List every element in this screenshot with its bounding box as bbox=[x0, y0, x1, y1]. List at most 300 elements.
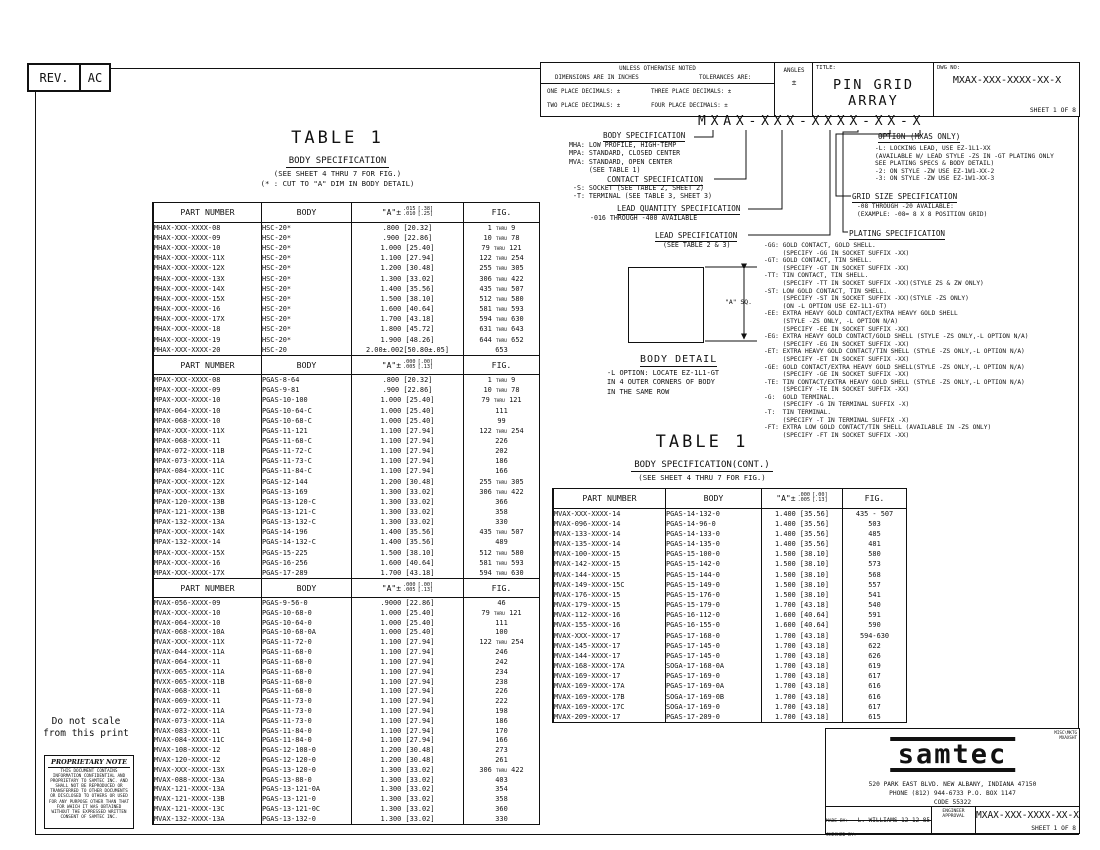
table-cell: 1.700 [43.18] bbox=[762, 641, 843, 651]
table-cell: 1.700 [43.18] bbox=[762, 712, 843, 722]
table-cell: MVAX-083-XXXX-11 bbox=[154, 726, 262, 736]
table-row bbox=[554, 519, 907, 529]
table-row bbox=[154, 568, 540, 578]
table-row bbox=[554, 620, 907, 630]
angles-cell bbox=[774, 63, 813, 116]
table-row bbox=[154, 677, 540, 687]
table-cell: 122 THRU 254 bbox=[464, 637, 540, 647]
col-part-number: PART NUMBER bbox=[154, 579, 262, 598]
table-cell: 255 THRU 305 bbox=[464, 263, 540, 273]
lead-spec-heading: LEAD SPECIFICATION bbox=[655, 231, 738, 240]
table-cell: 122 THRU 254 bbox=[464, 426, 540, 436]
table-cell: PGAS-17-168-0 bbox=[666, 631, 762, 641]
table-cell: 246 bbox=[464, 647, 540, 657]
text-line: MHA: LOW PROFILE, HIGH-TEMP bbox=[569, 141, 677, 149]
table-cell: MVAX-169-XXXX-17B bbox=[554, 691, 666, 701]
table-cell: PGAS-9-56-0 bbox=[262, 598, 352, 608]
table-cell: .900 [22.86] bbox=[352, 385, 464, 395]
table-cell: 1.700 [43.18] bbox=[352, 568, 464, 578]
table-cell: PGAS-11-68-0 bbox=[262, 647, 352, 657]
table-cell: PGAS-11-68-0 bbox=[262, 686, 352, 696]
table-cell: MVAX-132-XXXX-13A bbox=[154, 814, 262, 824]
table-cell: PGAS-11-84-0 bbox=[262, 726, 352, 736]
text-line: -S: SOCKET (SEE TABLE 2, SHEET 2) bbox=[573, 184, 705, 192]
table-cell: 1.700 [43.18] bbox=[352, 314, 464, 324]
table-cell: PGAS-12-120-0 bbox=[262, 755, 352, 765]
table-cell: 306 THRU 422 bbox=[464, 487, 540, 497]
table-cell: MVAX-068-XXXX-11 bbox=[154, 686, 262, 696]
table-cell: 2.00±.002[50.80±.05] bbox=[352, 345, 464, 355]
table-row bbox=[154, 497, 540, 507]
table-row bbox=[154, 466, 540, 476]
table-row bbox=[554, 590, 907, 600]
table-cell: MVAX-149-XXXX-15C bbox=[554, 580, 666, 590]
table-row bbox=[154, 628, 540, 638]
title-block bbox=[540, 62, 1080, 117]
file-reference-note: MISC\MKTG MXAXSHT bbox=[1054, 730, 1077, 740]
rev-label-box bbox=[27, 63, 81, 92]
text-line: (SPECIFY -ET IN SOCKET SUFFIX -XX) bbox=[764, 355, 910, 363]
table-cell: 626 bbox=[843, 651, 907, 661]
table-cell: PGAS-13-132-0 bbox=[262, 814, 352, 824]
table-cell: PGAS-17-289 bbox=[262, 568, 352, 578]
table-cell: MVAX-169-XXXX-17 bbox=[554, 671, 666, 681]
table-cell: PGAS-17-145-0 bbox=[666, 641, 762, 651]
table-cell: 435 THRU 507 bbox=[464, 527, 540, 537]
table-cell: HSC-20* bbox=[262, 324, 352, 334]
table-cell: MVAX-179-XXXX-15 bbox=[554, 600, 666, 610]
table-cell: MPAX-XXX-XXXX-11X bbox=[154, 426, 262, 436]
table-cell: 186 bbox=[464, 716, 540, 726]
table-cell: 653 bbox=[464, 345, 540, 355]
table-cell: HSC-20* bbox=[262, 335, 352, 345]
table-cell: PGAS-15-100-0 bbox=[666, 549, 762, 559]
table-cell: 591 bbox=[843, 610, 907, 620]
table-cell: MVAX-121-XXXX-13C bbox=[154, 804, 262, 814]
table-row bbox=[154, 436, 540, 446]
text-line: (SPECIFY -TE IN SOCKET SUFFIX -XX) bbox=[764, 386, 910, 394]
table-cell: 568 bbox=[843, 570, 907, 580]
table-cell: 1.400 [35.56] bbox=[352, 527, 464, 537]
table-cell: PGAS-15-176-0 bbox=[666, 590, 762, 600]
lead-qty-heading: LEAD QUANTITY SPECIFICATION bbox=[617, 204, 741, 213]
table-cell: 1.100 [27.94] bbox=[352, 436, 464, 446]
col-part-number: PART NUMBER bbox=[154, 203, 262, 222]
table-cell: MVAX-120-XXXX-12 bbox=[154, 755, 262, 765]
company-dwg-number: MXAX-XXX-XXXX-XX-X bbox=[976, 810, 1079, 821]
text-line: -2: ON STYLE -ZW USE EZ-1W1-XX-2 bbox=[875, 167, 995, 175]
table-row bbox=[154, 618, 540, 628]
do-not-scale-note bbox=[36, 716, 136, 740]
table-row bbox=[154, 243, 540, 253]
table-cell: 111 bbox=[464, 406, 540, 416]
table-row bbox=[154, 456, 540, 466]
three-place-decimals: THREE PLACE DECIMALS: ± bbox=[651, 89, 732, 95]
table-cell: PGAS-11-68-0 bbox=[262, 657, 352, 667]
table-cell: 166 bbox=[464, 466, 540, 476]
table-cell: MPAX-068-XXXX-10 bbox=[154, 416, 262, 426]
table-row bbox=[554, 570, 907, 580]
table-cell: 1.400 [35.56] bbox=[762, 529, 843, 539]
table-cell: PGAS-11-68-C bbox=[262, 436, 352, 446]
table-cell: 1.300 [33.02] bbox=[352, 507, 464, 517]
table-cell: PGAS-11-72-C bbox=[262, 446, 352, 456]
table-cell: MPAX-XXX-XXXX-15X bbox=[154, 548, 262, 558]
table-row bbox=[154, 517, 540, 527]
table-cell: PGAS-12-144 bbox=[262, 477, 352, 487]
text-line: (SPECIFY -FT IN SOCKET SUFFIX -XX) bbox=[764, 431, 910, 439]
col-a-dim: "A"± .000 .005 [.00] [.13] bbox=[352, 356, 464, 375]
table-cell: PGAS-10-64-C bbox=[262, 406, 352, 416]
table-row bbox=[154, 294, 540, 304]
table-cell: PGAS-17-169-0 bbox=[666, 671, 762, 681]
table-cell: HSC-20* bbox=[262, 253, 352, 263]
drawing-title: PIN GRID ARRAY bbox=[832, 77, 915, 109]
table-cell: 1.400 [35.56] bbox=[762, 508, 843, 519]
four-place-decimals: FOUR PLACE DECIMALS: ± bbox=[651, 103, 728, 109]
table-cell: MVAX-072-XXXX-11A bbox=[154, 706, 262, 716]
table-cell: .900 [22.86] bbox=[352, 233, 464, 243]
table-cell: PGAS-14-135-0 bbox=[666, 539, 762, 549]
table-cell: HSC-20* bbox=[262, 314, 352, 324]
col-part-number: PART NUMBER bbox=[154, 356, 262, 375]
table-cell: 306 THRU 422 bbox=[464, 274, 540, 284]
table-cell: MHAX-XXX-XXXX-19 bbox=[154, 335, 262, 345]
table-cell: HSC-20* bbox=[262, 304, 352, 314]
table-cell: MPAX-084-XXXX-11C bbox=[154, 466, 262, 476]
table-cell: 255 THRU 305 bbox=[464, 477, 540, 487]
table-cell: 79 THRU 121 bbox=[464, 243, 540, 253]
text-line: -GT: GOLD CONTACT, TIN SHELL. bbox=[764, 257, 873, 265]
table-cell: MPAX-XXX-XXXX-09 bbox=[154, 385, 262, 395]
table-row bbox=[154, 548, 540, 558]
table-cell: MHAX-XXX-XXXX-15X bbox=[154, 294, 262, 304]
col-body: BODY bbox=[262, 203, 352, 222]
table-cell: 590 bbox=[843, 620, 907, 630]
table-cell: MPAX-XXX-XXXX-14X bbox=[154, 527, 262, 537]
table-cell: MVAX-073-XXXX-11A bbox=[154, 716, 262, 726]
text-line: -EE: EXTRA HEAVY GOLD CONTACT/EXTRA HEAVY GOLD SHELL bbox=[764, 310, 958, 318]
table-cell: 1.000 [25.40] bbox=[352, 243, 464, 253]
company-address2: PHONE (812) 944-6733 P.O. BOX 1147 bbox=[889, 790, 1016, 797]
table-cell: PGAS-11-68-0 bbox=[262, 667, 352, 677]
text-line: (SPECIFY -TT IN SOCKET SUFFIX -XX)(STYLE ZS & ZW ONLY) bbox=[764, 279, 984, 287]
grid-size-lines bbox=[857, 203, 987, 218]
text-line: (SPECIFY -EG IN SOCKET SUFFIX -XX) bbox=[764, 340, 910, 348]
text-line: (ON -L OPTION USE EZ-1L1-GT) bbox=[764, 302, 887, 310]
table-cell: 594 THRU 630 bbox=[464, 314, 540, 324]
proprietary-title: PROPRIETARY NOTE bbox=[48, 758, 130, 768]
table-cell: 234 bbox=[464, 667, 540, 677]
table-cell: 79 THRU 121 bbox=[464, 608, 540, 618]
table-cell: MPAX-XXX-XXXX-16 bbox=[154, 558, 262, 568]
table-cell: 1.500 [38.10] bbox=[762, 549, 843, 559]
table1-cont-subtitle: BODY SPECIFICATION(CONT.) bbox=[631, 460, 772, 472]
text-line: -L: LOCKING LEAD, USE EZ-1L1-XX bbox=[875, 145, 991, 152]
table-cell: PGAS-17-169-0A bbox=[666, 681, 762, 691]
table-cell: PGAS-14-132-C bbox=[262, 537, 352, 547]
text-line: (SEE TABLE 1) bbox=[569, 166, 641, 175]
text-line: -GG: GOLD CONTACT, GOLD SHELL. bbox=[764, 242, 876, 249]
two-place-decimals: TWO PLACE DECIMALS: ± bbox=[547, 103, 621, 109]
table-cell: 1.700 [43.18] bbox=[762, 661, 843, 671]
rev-value: AC bbox=[87, 70, 103, 85]
table-cell: MHAX-XXX-XXXX-12X bbox=[154, 263, 262, 273]
table-cell: 489 bbox=[464, 537, 540, 547]
table-cell: PGAS-15-142-0 bbox=[666, 559, 762, 569]
text-line: -GE: GOLD CONTACT/EXTRA HEAVY GOLD SHELL(STYLE -ZS ONLY,-L OPTION N/A) bbox=[764, 363, 1025, 371]
table-cell: 1.100 [27.94] bbox=[352, 667, 464, 677]
table-cell: 581 THRU 593 bbox=[464, 304, 540, 314]
table-cell: MHAX-XXX-XXXX-18 bbox=[154, 324, 262, 334]
lead-spec-lines bbox=[663, 241, 731, 249]
body-detail-lines bbox=[607, 369, 719, 397]
text-line: (SEE TABLE 2 & 3) bbox=[663, 241, 731, 249]
table-row bbox=[154, 814, 540, 824]
table-cell: 1.300 [33.02] bbox=[352, 517, 464, 527]
table-cell: 1.400 [35.56] bbox=[762, 539, 843, 549]
table-row bbox=[154, 667, 540, 677]
table-cell: 330 bbox=[464, 517, 540, 527]
table-cell: 594 THRU 630 bbox=[464, 568, 540, 578]
table-cell: 1.500 [38.10] bbox=[762, 570, 843, 580]
approval-row bbox=[826, 806, 1079, 838]
table-cell: 1.400 [35.56] bbox=[762, 519, 843, 529]
table-cell: PGAS-11-73-0 bbox=[262, 716, 352, 726]
table-cell: 619 bbox=[843, 661, 907, 671]
table-row bbox=[154, 696, 540, 706]
table-cell: 1 THRU 9 bbox=[464, 222, 540, 233]
tolerances-note: TOLERANCES ARE: bbox=[699, 75, 752, 81]
dimensions-note: DIMENSIONS ARE IN INCHES bbox=[555, 75, 639, 81]
table-cell: 1.700 [43.18] bbox=[762, 600, 843, 610]
table-row bbox=[154, 304, 540, 314]
spec-section-mhax bbox=[153, 203, 540, 355]
body-spec-table bbox=[152, 202, 540, 825]
company-address3: CODE 55322 bbox=[933, 799, 972, 806]
table-cell: 1 THRU 9 bbox=[464, 375, 540, 386]
table-cell: 186 bbox=[464, 456, 540, 466]
table-cell: 1.500 [38.10] bbox=[762, 590, 843, 600]
company-title-block bbox=[825, 728, 1080, 838]
table-cell: MPAX-132-XXXX-14 bbox=[154, 537, 262, 547]
table-cell: 358 bbox=[464, 507, 540, 517]
table-row bbox=[154, 487, 540, 497]
table-cell: MVAX-133-XXXX-14 bbox=[554, 529, 666, 539]
col-a-dim: "A"± .000 .005 [.00] [.13] bbox=[352, 579, 464, 598]
table-cell: PGAS-14-133-0 bbox=[666, 529, 762, 539]
table-cell: 198 bbox=[464, 706, 540, 716]
table-cell: MVAX-XXX-XXXX-11X bbox=[154, 637, 262, 647]
table-cell: MHAX-XXX-XXXX-13X bbox=[154, 274, 262, 284]
table-cell: 1.500 [38.10] bbox=[352, 548, 464, 558]
samtec-logo: samtec bbox=[890, 737, 1016, 772]
plating-spec-heading: PLATING SPECIFICATION bbox=[849, 229, 946, 238]
table-cell: PGAS-11-121 bbox=[262, 426, 352, 436]
table-cell: 1.700 [43.18] bbox=[762, 671, 843, 681]
table-cell: 1.300 [33.02] bbox=[352, 785, 464, 795]
table-cell: 1.000 [25.40] bbox=[352, 628, 464, 638]
text-line: MVA: STANDARD, OPEN CENTER bbox=[569, 157, 673, 166]
table-cell: 1.300 [33.02] bbox=[352, 775, 464, 785]
table-row bbox=[154, 314, 540, 324]
contact-spec-heading: CONTACT SPECIFICATION bbox=[607, 175, 704, 184]
table-cell: PGAS-10-64-0 bbox=[262, 618, 352, 628]
made-by-label: MADE BY: bbox=[826, 819, 849, 824]
table-row bbox=[154, 416, 540, 426]
table-cell: MVAX-209-XXXX-17 bbox=[554, 712, 666, 722]
table-cell: SOGA-17-168-0A bbox=[666, 661, 762, 671]
table-cell: 1.200 [30.48] bbox=[352, 263, 464, 273]
table-cell: 1.700 [43.18] bbox=[762, 651, 843, 661]
body-dim-label: "A" SQ. bbox=[725, 298, 752, 306]
table-cell: PGAS-11-73-C bbox=[262, 456, 352, 466]
table-cell: 1.300 [33.02] bbox=[352, 765, 464, 775]
table-row bbox=[554, 508, 907, 519]
table-cell: PGAS-13-121-C bbox=[262, 507, 352, 517]
table-row bbox=[154, 345, 540, 355]
table-cell: 1.100 [27.94] bbox=[352, 686, 464, 696]
text-line: (SPECIFY -EE IN SOCKET SUFFIX -XX) bbox=[764, 325, 910, 333]
text-line: (SPECIFY -T IN TERMINAL SUFFIX -X) bbox=[764, 416, 910, 424]
table-row bbox=[154, 775, 540, 785]
table-cell: 1.600 [40.64] bbox=[762, 610, 843, 620]
table-cell: MHAX-XXX-XXXX-20 bbox=[154, 345, 262, 355]
text-line: -G: GOLD TERMINAL. bbox=[764, 393, 835, 401]
table-cell: HSC-20* bbox=[262, 233, 352, 243]
text-line: -TT: TIN CONTACT, TIN SHELL. bbox=[764, 272, 869, 280]
table-cell: 99 bbox=[464, 416, 540, 426]
table-cell: PGAS-11-72-0 bbox=[262, 637, 352, 647]
table1-cont-title: TABLE 1 bbox=[655, 432, 749, 452]
table-cell: PGAS-15-179-0 bbox=[666, 600, 762, 610]
table-cell: MHAX-XXX-XXXX-17X bbox=[154, 314, 262, 324]
text-line: (SPECIFY -ST IN SOCKET SUFFIX -XX)(STYLE -ZS ONLY) bbox=[764, 295, 969, 303]
table-row bbox=[554, 702, 907, 712]
grid-size-heading: GRID SIZE SPECIFICATION bbox=[852, 192, 958, 201]
table-cell: PGAS-15-225 bbox=[262, 548, 352, 558]
table-cell: 512 THRU 580 bbox=[464, 548, 540, 558]
table-cell: 617 bbox=[843, 702, 907, 712]
table-row bbox=[154, 507, 540, 517]
text-line: -EG: EXTRA HEAVY GOLD CONTACT/GOLD SHELL (STYLE -ZS ONLY,-L OPTION N/A) bbox=[764, 333, 1029, 341]
table-row bbox=[154, 527, 540, 537]
table-cell: 557 bbox=[843, 580, 907, 590]
table-cell: 79 THRU 121 bbox=[464, 395, 540, 405]
table-row bbox=[154, 446, 540, 456]
table-row bbox=[554, 712, 907, 722]
table-cell: 540 bbox=[843, 600, 907, 610]
table-row bbox=[154, 406, 540, 416]
made-by-cell bbox=[826, 807, 932, 838]
table-row bbox=[154, 608, 540, 618]
table-row bbox=[154, 716, 540, 726]
table-cell: PGAS-10-68-0 bbox=[262, 608, 352, 618]
table-cell: 330 bbox=[464, 814, 540, 824]
text-line: -016 THROUGH -400 AVAILABLE bbox=[590, 214, 698, 222]
col-fig: FIG. bbox=[464, 356, 540, 375]
lead-qty-lines bbox=[590, 214, 697, 222]
table-cell: MHAX-XXX-XXXX-08 bbox=[154, 222, 262, 233]
text-line: (EXAMPLE: -08= 8 X 8 POSITION GRID) bbox=[857, 210, 988, 218]
table-cell: 631 THRU 643 bbox=[464, 324, 540, 334]
table-cell: 594-630 bbox=[843, 631, 907, 641]
table1-title: TABLE 1 bbox=[291, 128, 384, 148]
table-cell: MPAX-064-XXXX-10 bbox=[154, 406, 262, 416]
dwg-label: DWG NO: bbox=[937, 65, 961, 71]
table-cell: 435 THRU 507 bbox=[464, 284, 540, 294]
body-spec-heading: BODY SPECIFICATION bbox=[603, 131, 686, 140]
table-cell: 1.300 [33.02] bbox=[352, 794, 464, 804]
checked-by-label: CHECKED BY: bbox=[826, 833, 857, 838]
table-cell: PGAS-13-121-0C bbox=[262, 804, 352, 814]
plating-spec-lines bbox=[764, 242, 1029, 439]
table-cell: 541 bbox=[843, 590, 907, 600]
table-row bbox=[154, 647, 540, 657]
table-cell: MPAX-121-XXXX-13B bbox=[154, 507, 262, 517]
table-cell: 1.500 [38.10] bbox=[762, 559, 843, 569]
table-cell: MVAX-084-XXXX-11C bbox=[154, 735, 262, 745]
table-cell: 1.900 [48.26] bbox=[352, 335, 464, 345]
table-cell: 360 bbox=[464, 804, 540, 814]
table-cell: 615 bbox=[843, 712, 907, 722]
table-cell: 226 bbox=[464, 686, 540, 696]
proprietary-body: THIS DOCUMENT CONTAINS INFORMATION CONFIDENTIAL AND PROPRIETARY TO SAMTEC INC. AND SHALL NOT BE REPRODUCED OR TRANSFERRED TO OTHER DOCUMENTS OR DISCLOSED TO OTHERS OR USED FOR ANY PURPOSE OTHER THAN THAT FOR WHICH IT WAS OBTAINED WITHOUT THE EXPRESSED WRITTEN CONSENT OF SAMTEC INC. bbox=[48, 769, 130, 820]
table-cell: MVAX-069-XXXX-11 bbox=[154, 696, 262, 706]
table-cell: SOGA-17-169-0B bbox=[666, 691, 762, 701]
table-cell: 366 bbox=[464, 497, 540, 507]
table-row bbox=[154, 794, 540, 804]
table-cell: 1.600 [40.64] bbox=[352, 558, 464, 568]
tolerance-divider bbox=[541, 83, 774, 84]
table-cell: .800 [20.32] bbox=[352, 222, 464, 233]
table-cell: MPAX-072-XXXX-11B bbox=[154, 446, 262, 456]
table-cell: PGAS-10-100 bbox=[262, 395, 352, 405]
table-cell: PGAS-11-73-0 bbox=[262, 696, 352, 706]
table-cell: 1.300 [33.02] bbox=[352, 274, 464, 284]
table-cell: 46 bbox=[464, 598, 540, 608]
table-cell: MVAX-176-XXXX-15 bbox=[554, 590, 666, 600]
table-cell: 1.100 [27.94] bbox=[352, 706, 464, 716]
table-cell: PGAS-13-169 bbox=[262, 487, 352, 497]
table-row bbox=[154, 395, 540, 405]
table-cell: 1.700 [43.18] bbox=[762, 631, 843, 641]
table-cell: 1.100 [27.94] bbox=[352, 426, 464, 436]
text-line: (SPECIFY -G IN TERMINAL SUFFIX -X) bbox=[764, 401, 910, 409]
table-cell: PGAS-17-209-0 bbox=[666, 712, 762, 722]
table-cell: MPAX-132-XXXX-13A bbox=[154, 517, 262, 527]
table-cell: PGAS-11-84-0 bbox=[262, 735, 352, 745]
table-cell: MVAX-169-XXXX-17C bbox=[554, 702, 666, 712]
col-a-dim: "A"± .000 .005 [.00] [.13] bbox=[762, 489, 843, 508]
table-cell: 10 THRU 78 bbox=[464, 385, 540, 395]
table-row bbox=[154, 222, 540, 233]
table-cell: 1.100 [27.94] bbox=[352, 466, 464, 476]
table1-cont-note1: (SEE SHEET 4 THRU 7 FOR FIG.) bbox=[638, 473, 766, 482]
text-line: (AVAILABLE W/ LEAD STYLE -ZS IN -GT PLATING ONLY bbox=[875, 152, 1054, 160]
table-cell: 435 - 507 bbox=[843, 508, 907, 519]
table-cell: 485 bbox=[843, 529, 907, 539]
table-row bbox=[554, 610, 907, 620]
table-cell: SOGA-17-169-0 bbox=[666, 702, 762, 712]
table-row bbox=[154, 637, 540, 647]
text-line: MPA: STANDARD, CLOSED CENTER bbox=[569, 149, 681, 158]
table-cell: 1.300 [33.02] bbox=[352, 497, 464, 507]
table-cell: 1.100 [27.94] bbox=[352, 647, 464, 657]
table-row bbox=[154, 706, 540, 716]
table-cell: PGAS-17-145-0 bbox=[666, 651, 762, 661]
table-cell: HSC-20* bbox=[262, 274, 352, 284]
